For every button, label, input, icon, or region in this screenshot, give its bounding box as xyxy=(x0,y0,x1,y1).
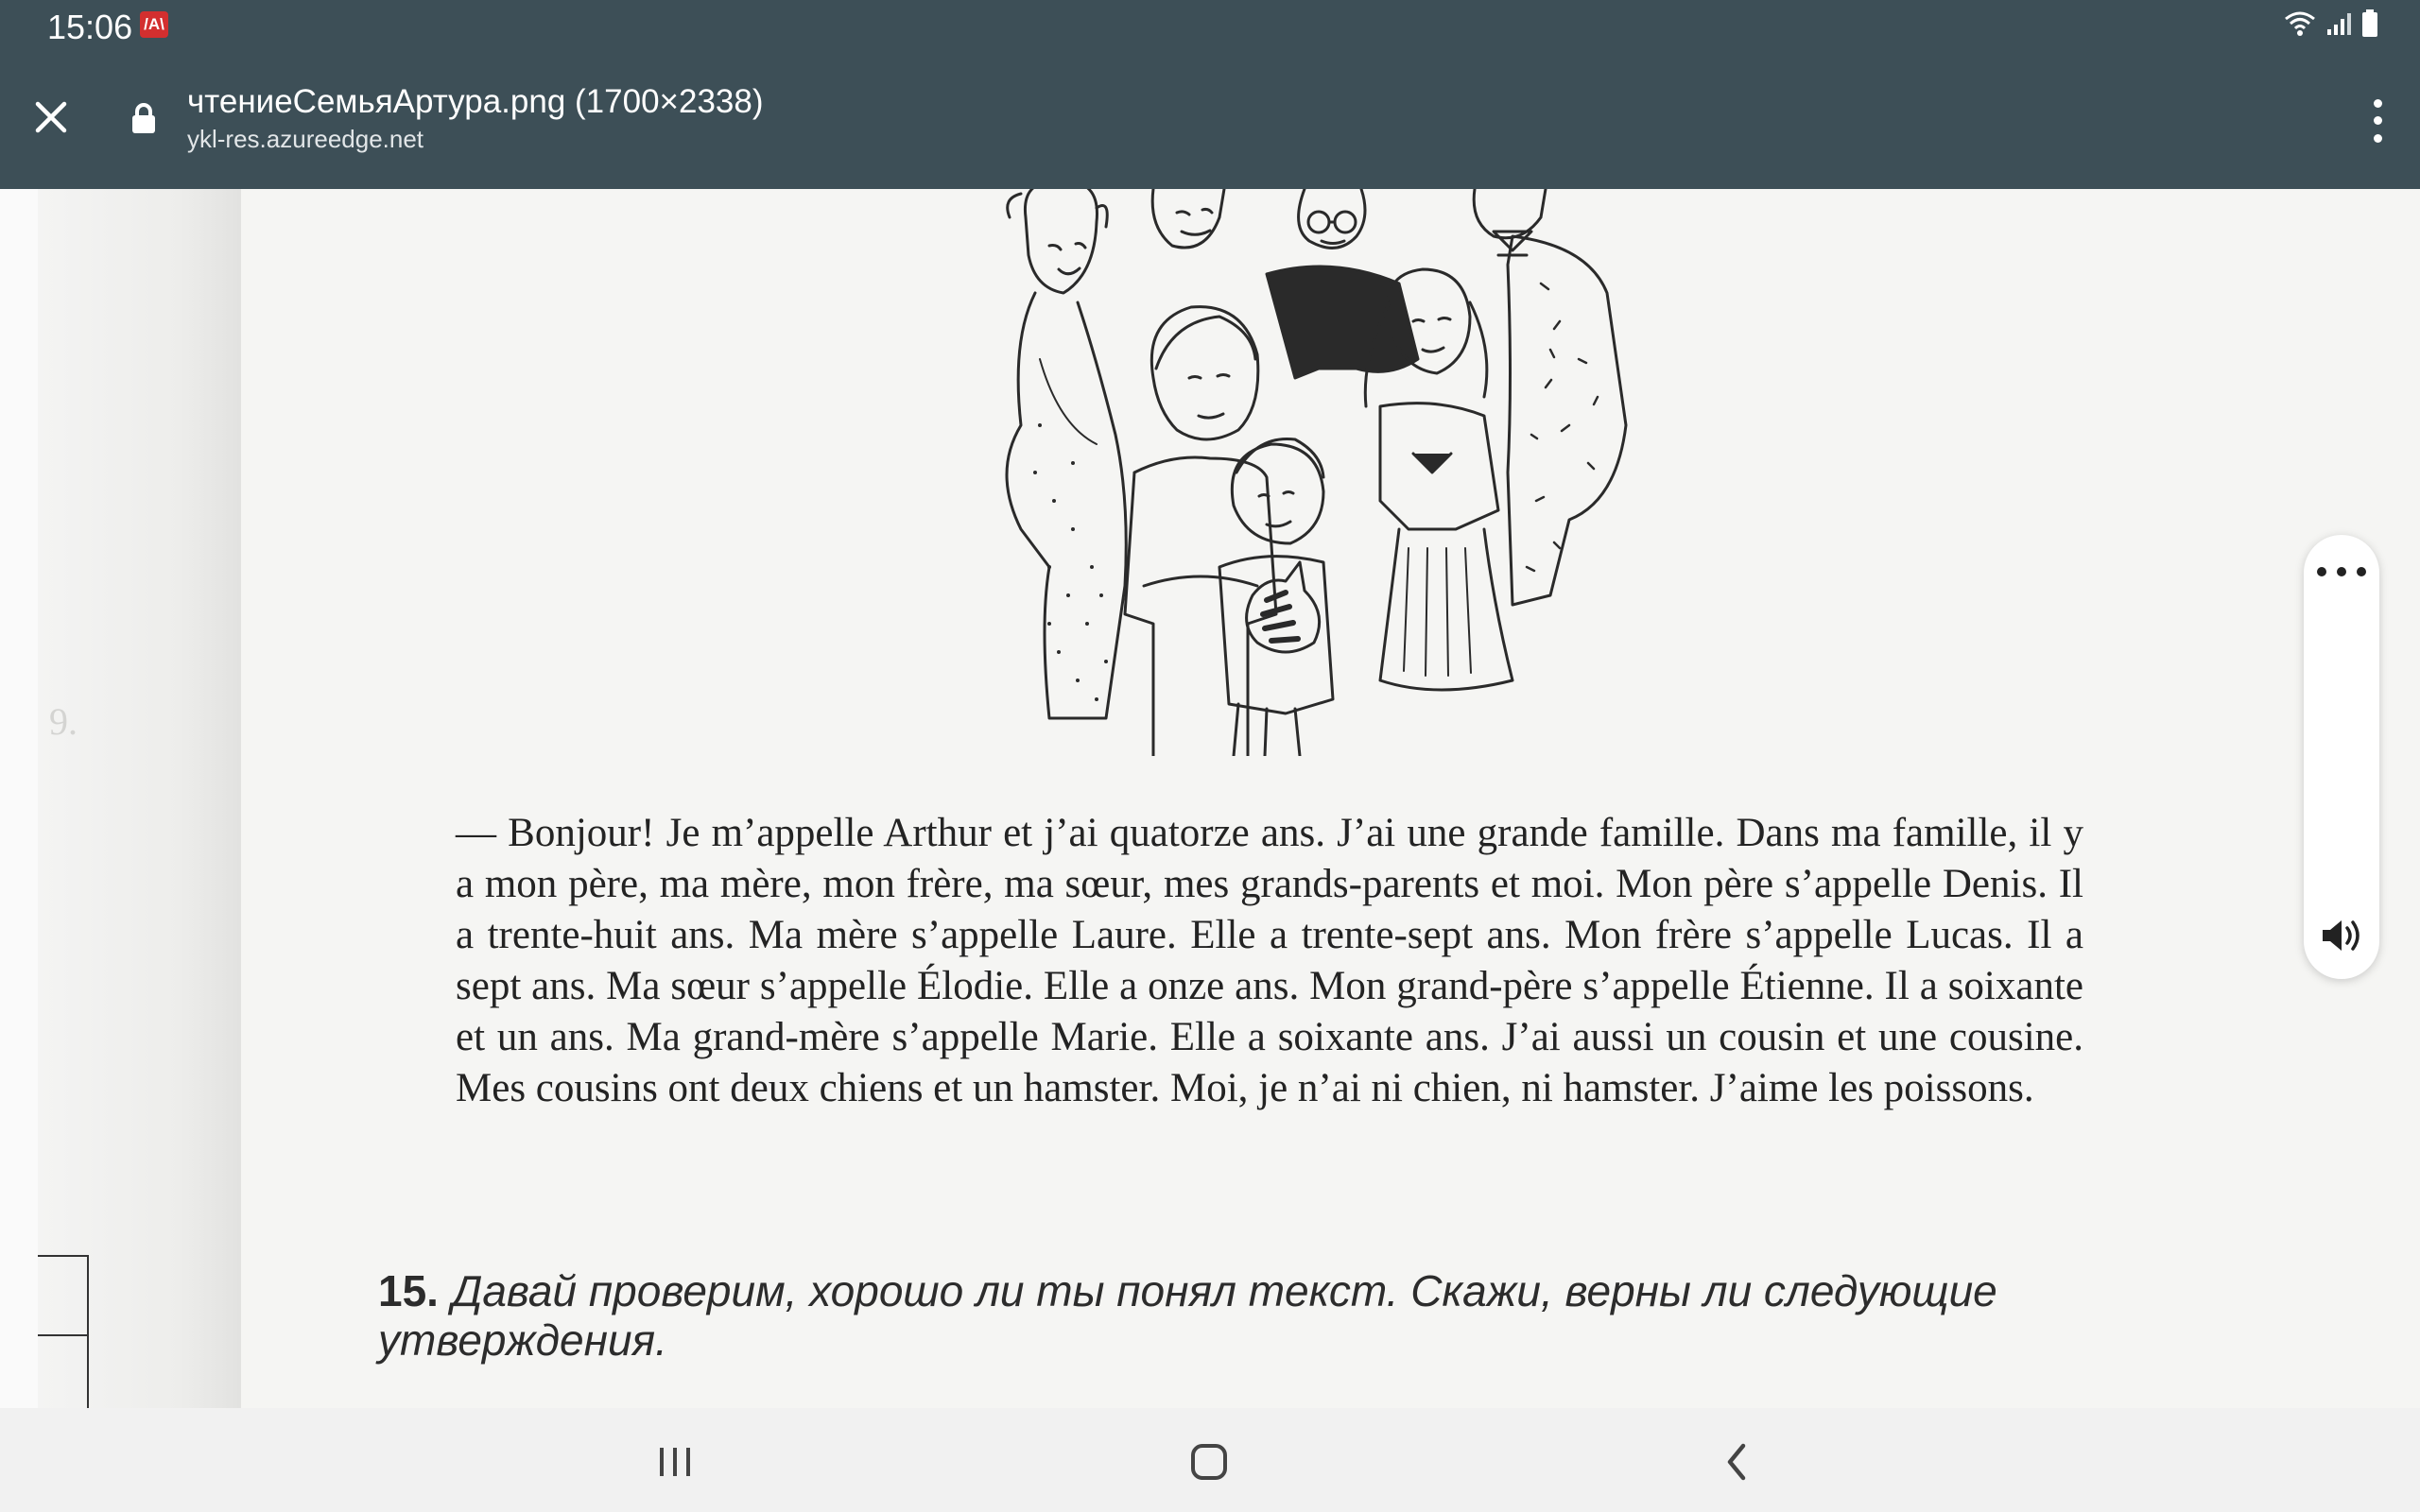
page-edge xyxy=(0,189,38,1408)
page-info[interactable] xyxy=(187,81,764,155)
arthur-head xyxy=(1151,307,1258,439)
reading-text: — Bonjour! Je m’appelle Arthur et j’ai quatorze ans. J’ai une grande famille. Dans ma famille, il y a mon père, ma mère, mon frère, ma sœur, mes grands-parents et moi. Mon père s’appelle Denis. Il a trente-huit ans. Ma mère s’appelle Laure. Elle a trente-sept ans. Mon frère s’appelle Lucas. Il a sept ans. Ma sœur s’appelle Élodie. Elle a onze ans. Mon grand-père s’appelle Étienne. Il a soixante et un ans. Ma grand-mère s’appelle Marie. Elle a soixante ans. J’ai aussi un cousin et une cousine. Mes cousins ont deux chiens et un hamster. Moi, je n’ai ni chien, ni hamster. J’aime les poissons. xyxy=(456,811,2083,1110)
mother-head xyxy=(1025,189,1097,293)
signal-icon xyxy=(2325,10,2352,37)
lock-icon xyxy=(130,102,157,134)
exercise xyxy=(378,1266,2089,1365)
image-viewport[interactable] xyxy=(0,189,2420,1408)
home-icon[interactable] xyxy=(1181,1436,1237,1487)
family-illustration xyxy=(983,189,1683,756)
grandfather-jacket xyxy=(1508,236,1626,605)
more-horiz-icon xyxy=(2317,567,2326,576)
margin-mark: 9. xyxy=(49,700,78,743)
exercise-number: 15. xyxy=(378,1266,439,1315)
battery-icon xyxy=(2361,9,2378,38)
browser-toolbar xyxy=(0,0,2420,189)
margin-box xyxy=(38,1255,89,1408)
more-options-button[interactable] xyxy=(2363,94,2392,147)
status-icons xyxy=(2284,9,2378,38)
back-icon[interactable] xyxy=(1709,1436,1766,1487)
close-button[interactable] xyxy=(28,94,74,140)
exercise-text: Давай проверим, хорошо ли ты понял текст. Скажи, верны ли следующие утверждения. xyxy=(378,1266,1997,1365)
app-notification-badge: /A\ xyxy=(140,11,168,38)
more-button[interactable] xyxy=(2317,558,2366,586)
status-time: 15:06 xyxy=(47,8,133,46)
system-nav-bar xyxy=(0,1408,2420,1512)
margin-box-divider xyxy=(38,1334,87,1336)
recents-icon[interactable] xyxy=(647,1436,703,1487)
more-vert-icon xyxy=(2374,99,2382,108)
close-icon xyxy=(35,101,67,133)
page-domain: ykl-res.azureedge.net xyxy=(187,125,424,153)
floating-side-panel xyxy=(2304,535,2379,979)
book-gutter xyxy=(38,189,241,1408)
page-title: чтениеСемьяАртура.png (1700×2338) xyxy=(187,83,764,120)
arthur-body xyxy=(1125,457,1276,756)
father-head xyxy=(1152,189,1224,248)
speaker-icon[interactable] xyxy=(2319,917,2364,954)
wifi-icon xyxy=(2284,9,2316,38)
mother-dress xyxy=(1007,293,1126,718)
